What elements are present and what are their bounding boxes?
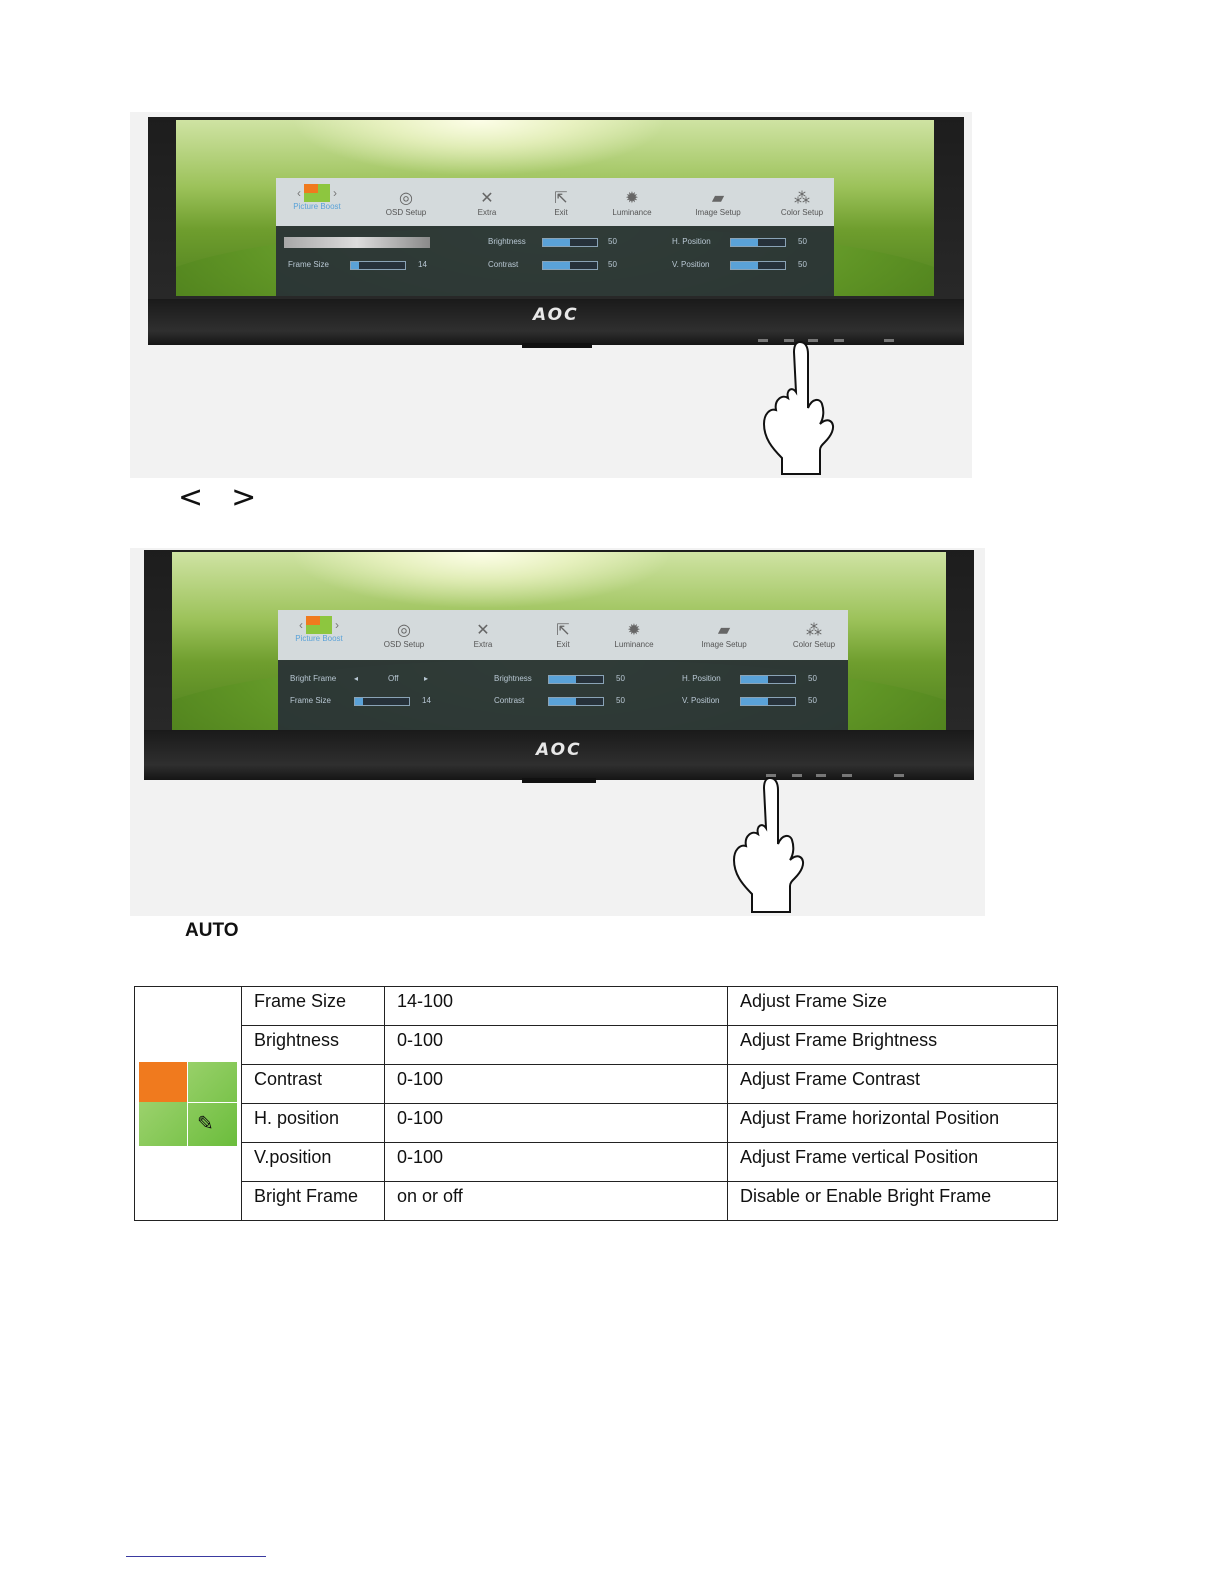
tab-label: Image Setup xyxy=(701,640,747,649)
tab-label: Exit xyxy=(554,208,568,217)
picture-boost-icon: ✎ xyxy=(139,1062,237,1146)
left-arrow-icon: < xyxy=(178,480,232,515)
image-setup-icon: ▰ xyxy=(711,190,725,207)
frame-size-label: Frame Size xyxy=(290,696,331,705)
frame-size-slider[interactable] xyxy=(350,261,406,270)
selected-row-highlight xyxy=(284,237,430,248)
monitor-screen xyxy=(176,120,934,296)
table-row xyxy=(135,1143,1058,1182)
setting-name: Brightness xyxy=(242,1026,385,1065)
picture-boost-spec-table xyxy=(134,986,1058,1221)
osd-setup-icon: ◎ xyxy=(397,622,411,639)
tab-label: Extra xyxy=(477,208,497,217)
setting-name: Frame Size xyxy=(242,987,385,1026)
h-position-label: H. Position xyxy=(672,237,711,246)
v-position-value: 50 xyxy=(798,260,807,269)
monitor-stand xyxy=(522,343,592,348)
monitor-button[interactable] xyxy=(816,774,826,777)
tab-label: Extra xyxy=(473,640,493,649)
monitor-body xyxy=(148,117,964,345)
osd-menu xyxy=(276,178,834,296)
v-position-slider[interactable] xyxy=(730,261,786,270)
contrast-slider[interactable] xyxy=(542,261,598,270)
tab-image-setup[interactable] xyxy=(694,622,754,649)
brightness-label: Brightness xyxy=(488,237,526,246)
setting-range: 0-100 xyxy=(385,1143,728,1182)
brightness-value: 50 xyxy=(608,237,617,246)
aoc-logo: AOC xyxy=(533,305,579,325)
osd-setup-icon: ◎ xyxy=(399,190,413,207)
tab-label: Luminance xyxy=(612,208,652,217)
aoc-logo: AOC xyxy=(536,740,582,760)
v-position-label: V. Position xyxy=(672,260,710,269)
tab-label: Image Setup xyxy=(695,208,741,217)
tab-color-setup[interactable] xyxy=(772,190,832,217)
tab-label: Luminance xyxy=(614,640,654,649)
color-setup-icon: ⁂ xyxy=(794,190,810,207)
setting-name: Contrast xyxy=(242,1065,385,1104)
setting-description: Adjust Frame vertical Position xyxy=(728,1143,1058,1182)
frame-size-value: 14 xyxy=(418,260,427,269)
brightness-label: Brightness xyxy=(494,674,532,683)
exit-icon: ⇱ xyxy=(554,190,568,207)
setting-name: V.position xyxy=(242,1143,385,1182)
brightness-slider[interactable] xyxy=(542,238,598,247)
table-row xyxy=(135,987,1058,1026)
table-row xyxy=(135,1182,1058,1221)
monitor-button[interactable] xyxy=(842,774,852,777)
tab-label: Picture Boost xyxy=(295,634,343,644)
setting-range: 0-100 xyxy=(385,1065,728,1104)
v-position-slider[interactable] xyxy=(740,697,796,706)
tab-osd-setup[interactable] xyxy=(376,190,436,217)
h-position-slider[interactable] xyxy=(730,238,786,247)
pointing-hand-icon xyxy=(758,338,840,478)
contrast-slider[interactable] xyxy=(548,697,604,706)
monitor-button[interactable] xyxy=(884,339,894,342)
picture-boost-icon xyxy=(306,616,332,634)
setting-range: 0-100 xyxy=(385,1104,728,1143)
right-arrow-icon: > xyxy=(231,480,285,515)
frame-size-slider[interactable] xyxy=(354,697,410,706)
tab-label: Exit xyxy=(556,640,570,649)
setting-range: 14-100 xyxy=(385,987,728,1026)
image-setup-icon: ▰ xyxy=(717,622,731,639)
setting-name: H. position xyxy=(242,1104,385,1143)
frame-size-value: 14 xyxy=(422,696,431,705)
monitor-stand xyxy=(522,778,596,783)
setting-description: Adjust Frame Brightness xyxy=(728,1026,1058,1065)
tab-label: Color Setup xyxy=(780,208,824,217)
extra-icon: ✕ xyxy=(476,622,490,639)
h-position-value: 50 xyxy=(798,237,807,246)
monitor-photo-1 xyxy=(130,112,972,478)
v-position-value: 50 xyxy=(808,696,817,705)
extra-icon: ✕ xyxy=(480,190,494,207)
icon-cell xyxy=(135,987,242,1221)
bright-frame-left-arrow-icon[interactable]: ◂ xyxy=(354,674,359,683)
table-row xyxy=(135,1065,1058,1104)
tab-exit[interactable] xyxy=(538,622,588,649)
tab-picture-boost[interactable]: ‹ › Picture Boost xyxy=(293,186,341,212)
monitor-button[interactable] xyxy=(894,774,904,777)
tab-osd-setup[interactable] xyxy=(374,622,434,649)
tab-label: OSD Setup xyxy=(383,640,425,649)
osd-tab-bar xyxy=(276,178,834,226)
brightness-slider[interactable] xyxy=(548,675,604,684)
contrast-value: 50 xyxy=(616,696,625,705)
tab-extra[interactable] xyxy=(462,190,512,217)
navigation-arrows xyxy=(178,480,284,515)
table-row xyxy=(135,1104,1058,1143)
exit-icon: ⇱ xyxy=(556,622,570,639)
monitor-photo-2 xyxy=(130,548,985,916)
monitor-body xyxy=(144,550,974,780)
bright-frame-right-arrow-icon[interactable]: ▸ xyxy=(424,674,429,683)
tab-exit[interactable] xyxy=(536,190,586,217)
contrast-label: Contrast xyxy=(494,696,525,705)
bright-frame-label: Bright Frame xyxy=(290,674,337,683)
h-position-label: H. Position xyxy=(682,674,721,683)
tab-luminance[interactable] xyxy=(602,190,662,217)
setting-name: Bright Frame xyxy=(242,1182,385,1221)
tab-label: OSD Setup xyxy=(385,208,427,217)
table-row xyxy=(135,1026,1058,1065)
brightness-value: 50 xyxy=(616,674,625,683)
tab-label: Color Setup xyxy=(792,640,836,649)
tab-extra[interactable] xyxy=(458,622,508,649)
frame-size-label: Frame Size xyxy=(288,260,329,269)
osd-menu xyxy=(278,610,848,730)
pointing-hand-icon xyxy=(728,774,810,916)
setting-range: 0-100 xyxy=(385,1026,728,1065)
color-setup-icon: ⁂ xyxy=(806,622,822,639)
footnote-divider xyxy=(126,1556,266,1557)
contrast-label: Contrast xyxy=(488,260,519,269)
tab-color-setup[interactable] xyxy=(784,622,844,649)
osd-tab-bar xyxy=(278,610,848,660)
monitor-screen xyxy=(172,552,946,730)
setting-description: Adjust Frame horizontal Position xyxy=(728,1104,1058,1143)
tab-label: Picture Boost xyxy=(293,202,341,212)
auto-button-label: AUTO xyxy=(185,920,239,941)
setting-description: Adjust Frame Size xyxy=(728,987,1058,1026)
v-position-label: V. Position xyxy=(682,696,720,705)
setting-description: Disable or Enable Bright Frame xyxy=(728,1182,1058,1221)
setting-description: Adjust Frame Contrast xyxy=(728,1065,1058,1104)
tab-picture-boost[interactable]: ‹ › Picture Boost xyxy=(295,618,343,644)
tab-image-setup[interactable] xyxy=(688,190,748,217)
picture-boost-icon xyxy=(304,184,330,202)
luminance-icon: ✹ xyxy=(625,190,639,207)
contrast-value: 50 xyxy=(608,260,617,269)
luminance-icon: ✹ xyxy=(627,622,641,639)
tab-luminance[interactable] xyxy=(604,622,664,649)
h-position-value: 50 xyxy=(808,674,817,683)
h-position-slider[interactable] xyxy=(740,675,796,684)
bright-frame-value: Off xyxy=(388,674,399,683)
setting-range: on or off xyxy=(385,1182,728,1221)
